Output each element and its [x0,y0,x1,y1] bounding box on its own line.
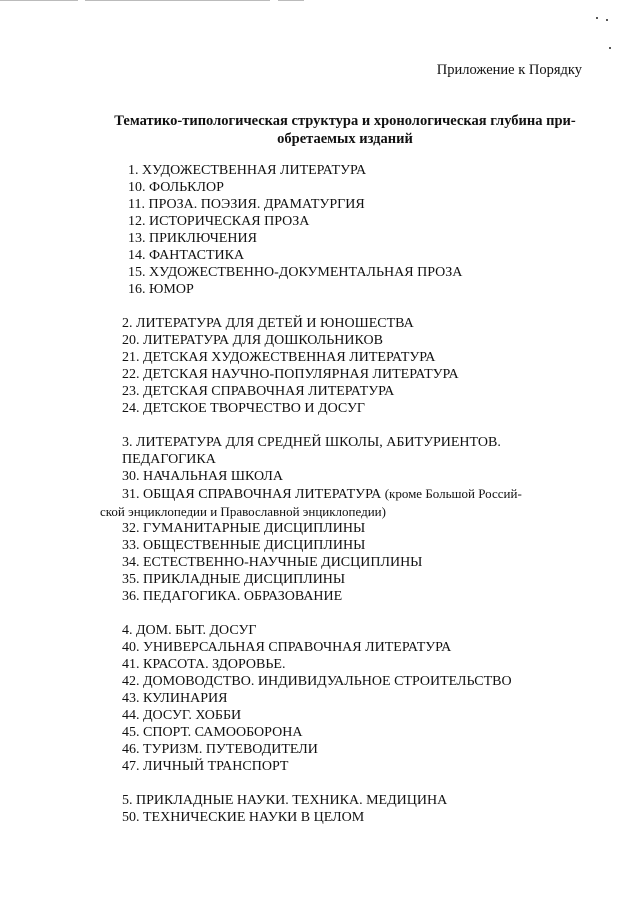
list-item: 42. ДОМОВОДСТВО. ИНДИВИДУАЛЬНОЕ СТРОИТЕЛЬСТВО [122,674,512,689]
section-4 [0,622,640,775]
list-item: 41. КРАСОТА. ЗДОРОВЬЕ. [122,657,286,672]
scan-line [0,0,78,1]
list-item: 15. ХУДОЖЕСТВЕННО-ДОКУМЕНТАЛЬНАЯ ПРОЗА [128,265,463,280]
list-item: 20. ЛИТЕРАТУРА ДЛЯ ДОШКОЛЬНИКОВ [122,333,383,348]
list-item: 12. ИСТОРИЧЕСКАЯ ПРОЗА [128,214,310,229]
list-item: 13. ПРИКЛЮЧЕНИЯ [128,231,257,246]
section-heading: 1. ХУДОЖЕСТВЕННАЯ ЛИТЕРАТУРА [128,163,367,178]
list-item: 10. ФОЛЬКЛОР [128,180,224,195]
list-item: 34. ЕСТЕСТВЕННО-НАУЧНЫЕ ДИСЦИПЛИНЫ [122,555,423,570]
section-heading: 4. ДОМ. БЫТ. ДОСУГ [122,623,257,638]
list-item: 14. ФАНТАСТИКА [128,248,245,263]
list-item: 35. ПРИКЛАДНЫЕ ДИСЦИПЛИНЫ [122,572,346,587]
scan-line [278,0,304,1]
list-item: 43. КУЛИНАРИЯ [122,691,228,706]
list-item: 24. ДЕТСКОЕ ТВОРЧЕСТВО И ДОСУГ [122,401,366,416]
list-item: 45. СПОРТ. САМООБОРОНА [122,725,303,740]
subject-list [0,162,640,843]
scan-speck [609,47,611,49]
list-item: 22. ДЕТСКАЯ НАУЧНО-ПОПУЛЯРНАЯ ЛИТЕРАТУРА [122,367,459,382]
appendix-label: Приложение к Порядку [436,62,582,78]
list-item: 46. ТУРИЗМ. ПУТЕВОДИТЕЛИ [122,742,318,757]
section-5 [0,792,640,826]
list-item: 50. ТЕХНИЧЕСКИЕ НАУКИ В ЦЕЛОМ [122,810,365,825]
section-1 [0,162,640,298]
list-item: 16. ЮМОР [128,282,194,297]
list-item-note-cont: ской энциклопедии и Православной энциклопедии) [100,504,386,519]
section-heading: 5. ПРИКЛАДНЫЕ НАУКИ. ТЕХНИКА. МЕДИЦИНА [122,793,448,808]
scan-speck [596,17,598,19]
list-item: 44. ДОСУГ. ХОББИ [122,708,242,723]
list-item: 32. ГУМАНИТАРНЫЕ ДИСЦИПЛИНЫ [122,521,366,536]
title-line: Тематико-типологическая структура и хронологическая глубина при- [114,113,576,129]
list-item: 33. ОБЩЕСТВЕННЫЕ ДИСЦИПЛИНЫ [122,538,366,553]
list-item: 36. ПЕДАГОГИКА. ОБРАЗОВАНИЕ [122,589,343,604]
section-3 [0,434,640,605]
section-heading: 2. ЛИТЕРАТУРА ДЛЯ ДЕТЕЙ И ЮНОШЕСТВА [122,316,414,331]
document-title [95,112,595,148]
list-item-label: 31. ОБЩАЯ СПРАВОЧНАЯ ЛИТЕРАТУРА [122,487,382,502]
scan-line [85,0,270,1]
title-line: обретаемых изданий [277,131,413,147]
list-item: 11. ПРОЗА. ПОЭЗИЯ. ДРАМАТУРГИЯ [128,197,365,212]
list-item: 30. НАЧАЛЬНАЯ ШКОЛА [122,469,284,484]
list-item: 40. УНИВЕРСАЛЬНАЯ СПРАВОЧНАЯ ЛИТЕРАТУРА [122,640,452,655]
section-2 [0,315,640,417]
scan-speck [606,19,608,21]
scan-artifact-lines [0,0,640,4]
list-item: 23. ДЕТСКАЯ СПРАВОЧНАЯ ЛИТЕРАТУРА [122,384,395,399]
list-item: 47. ЛИЧНЫЙ ТРАНСПОРТ [122,759,289,774]
section-heading: 3. ЛИТЕРАТУРА ДЛЯ СРЕДНЕЙ ШКОЛЫ, АБИТУРИЕНТОВ. [122,435,501,450]
section-heading-cont: ПЕДАГОГИКА [122,452,216,467]
list-item-note: (кроме Большой Россий- [384,486,522,501]
list-item: 21. ДЕТСКАЯ ХУДОЖЕСТВЕННАЯ ЛИТЕРАТУРА [122,350,436,365]
list-item [0,485,640,503]
